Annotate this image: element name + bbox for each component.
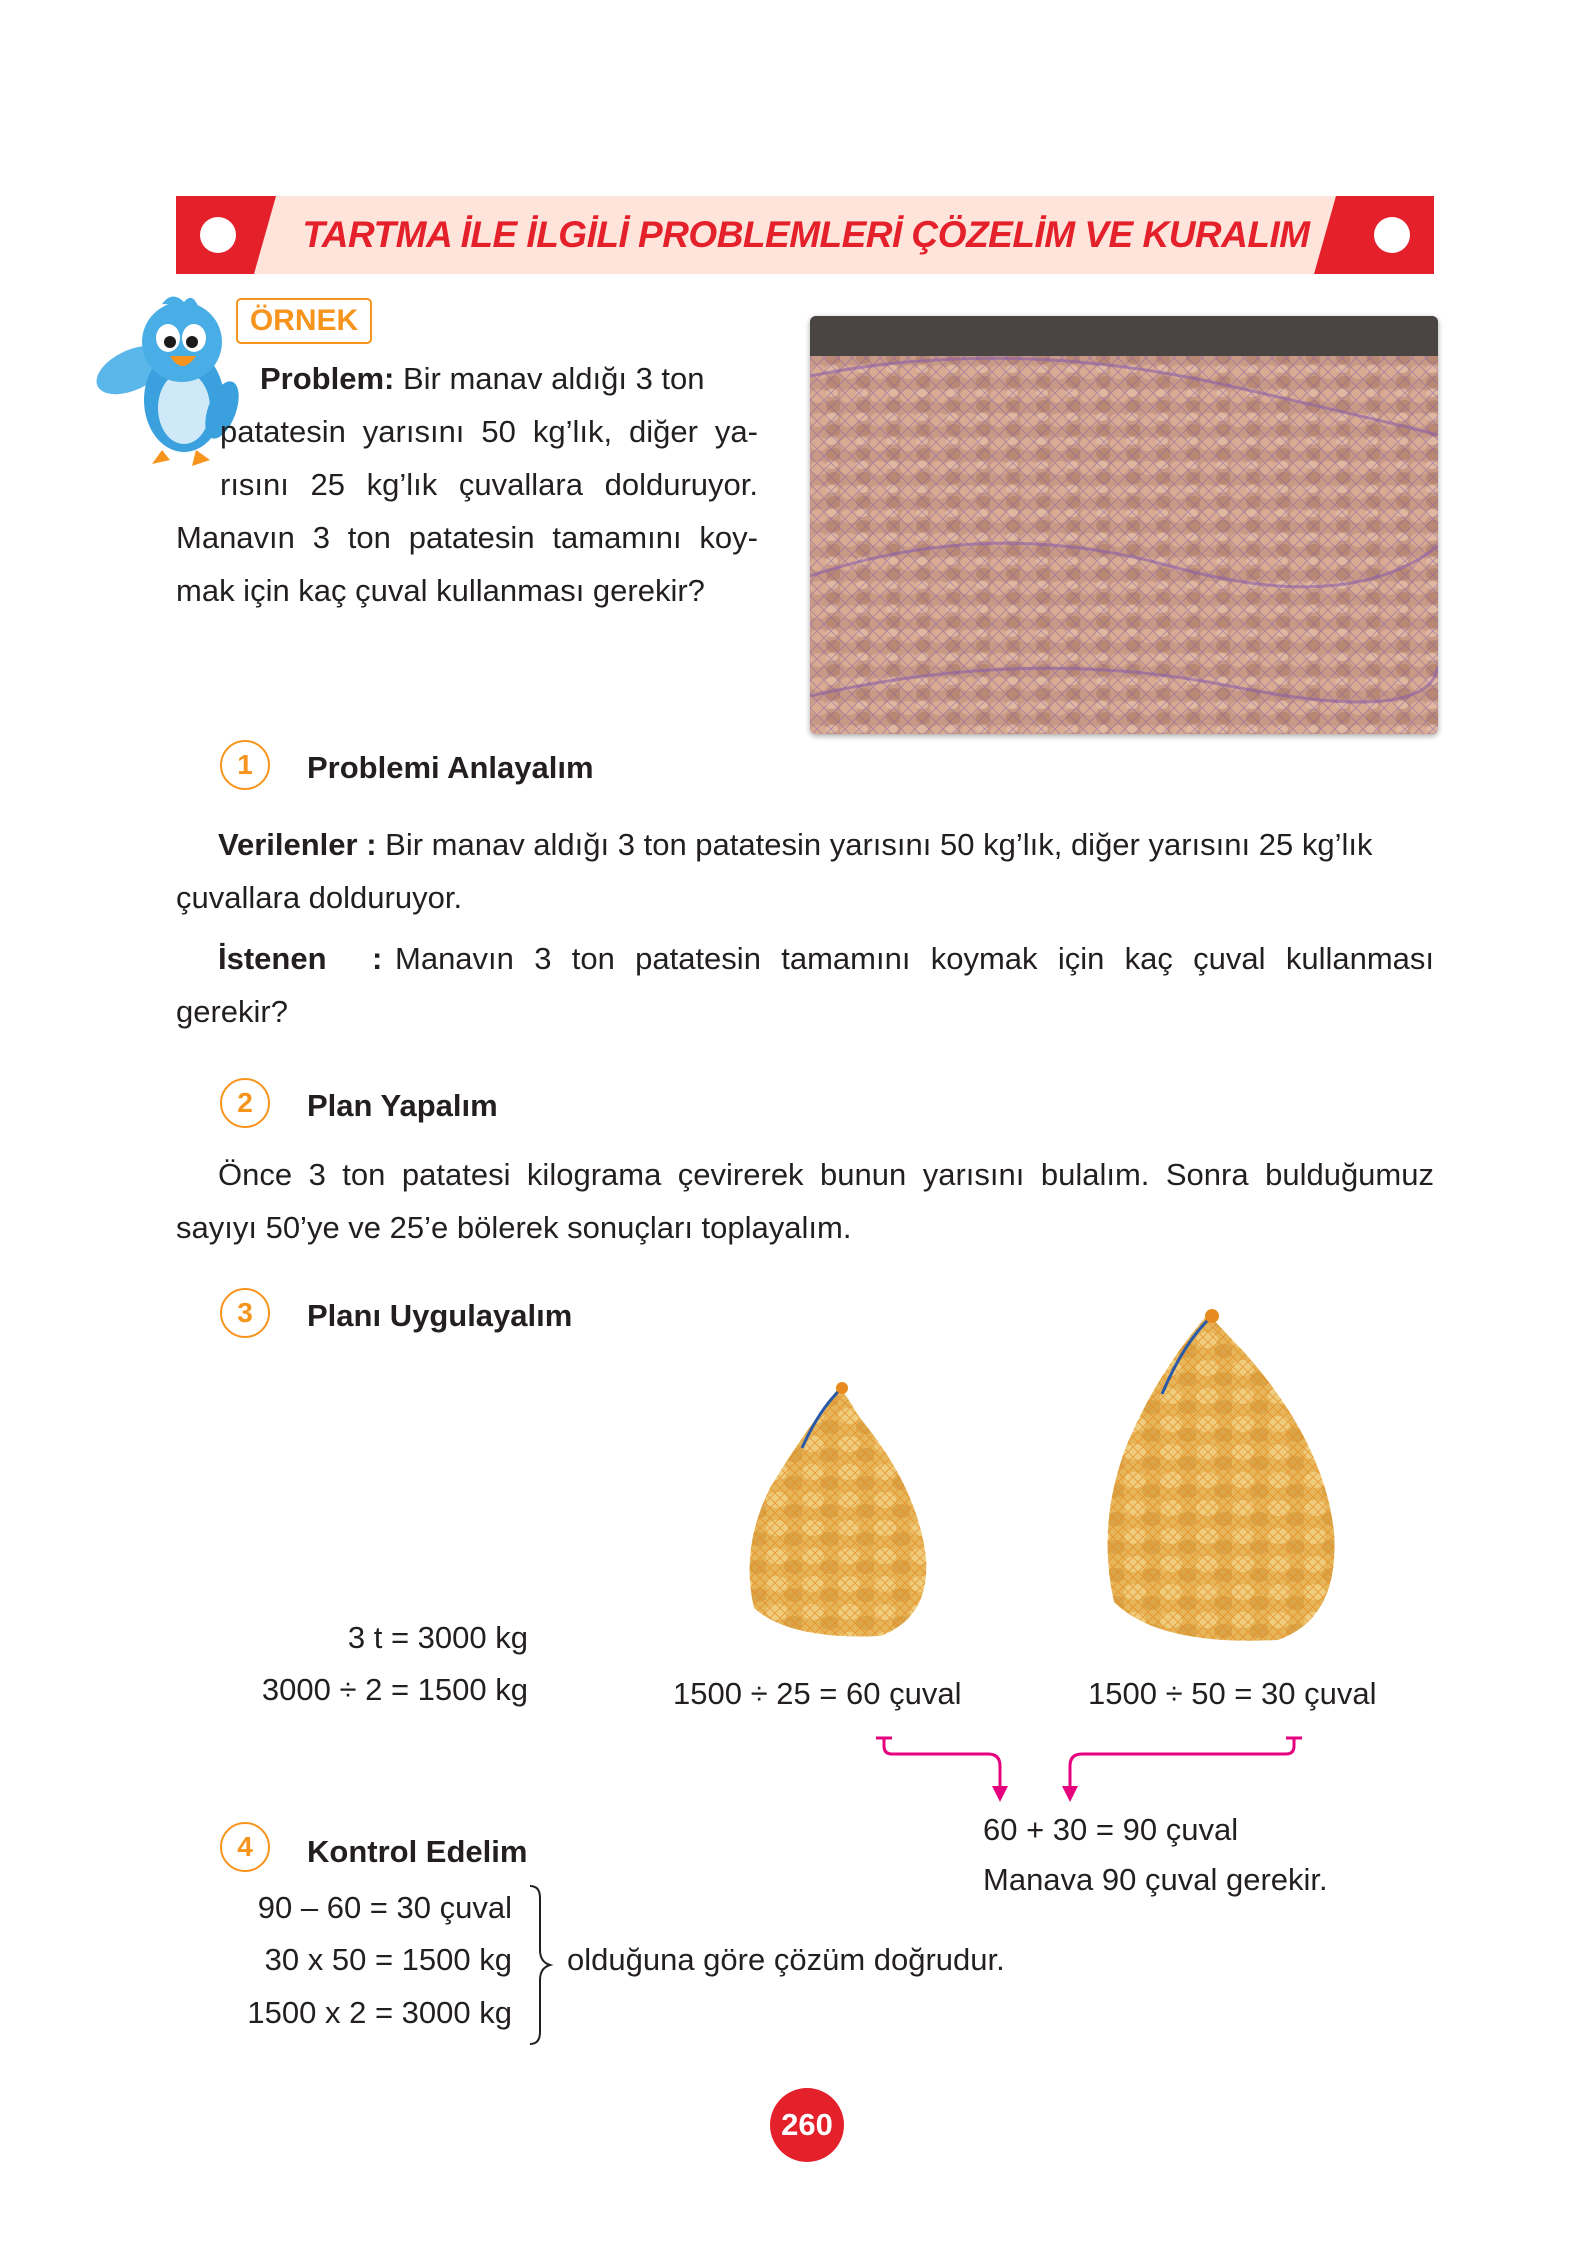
asked-line-1: Manavın 3 ton patatesin tamamını koymak için kaç çuval kullanması: [395, 941, 1434, 976]
curly-brace: [526, 1884, 556, 2046]
example-label: ÖRNEK: [236, 298, 372, 344]
potato-sacks-photo: [810, 316, 1438, 734]
sum-equation: 60 + 30 = 90 çuval: [983, 1812, 1239, 1847]
check-conclusion: olduğuna göre çözüm doğrudur.: [567, 1942, 1005, 1977]
asked-label: İstenen: [218, 941, 327, 976]
header-banner: [176, 196, 1434, 274]
given-block: [176, 818, 1434, 926]
section-3-number: 3: [220, 1288, 270, 1338]
plan-line-1: Önce 3 ton patatesi kilograma çevirerek bunun yarısını bulalım. Sonra bulduğumuz: [218, 1157, 1434, 1192]
result-text: Manava 90 çuval gerekir.: [983, 1862, 1328, 1897]
problem-line-1: Bir manav aldığı 3 ton: [394, 361, 705, 396]
page-number: 260: [770, 2088, 844, 2162]
division-by-25: 1500 ÷ 25 = 60 çuval: [673, 1676, 962, 1711]
small-potato-sack-image: [730, 1378, 940, 1658]
section-2-number: 2: [220, 1078, 270, 1128]
asked-colon: :: [372, 941, 383, 976]
page-title: TARTMA İLE İLGİLİ PROBLEMLERİ ÇÖZELİM VE KURALIM: [302, 214, 1310, 255]
section-3-title: Planı Uygulayalım: [307, 1298, 573, 1333]
given-line-2: çuvallara dolduruyor.: [176, 880, 463, 915]
problem-text: [176, 352, 758, 622]
apply-eq-2: 3000 ÷ 2 = 1500 kg: [261, 1672, 528, 1707]
asked-line-2: gerekir?: [176, 994, 288, 1029]
plan-block: [176, 1148, 1434, 1256]
banner-left-dot: [200, 217, 236, 253]
section-1-number: 1: [220, 740, 270, 790]
check-eq-1: 90 – 60 = 30 çuval: [257, 1890, 512, 1925]
check-eq-3: 1500 x 2 = 3000 kg: [247, 1995, 512, 2030]
apply-eq-1: 3 t = 3000 kg: [347, 1620, 528, 1655]
problem-line-2: patatesin yarısını 50 kg’lık, diğer ya-: [220, 414, 758, 449]
section-4-title: Kontrol Edelim: [307, 1834, 528, 1869]
problem-label: Problem:: [260, 361, 395, 396]
problem-line-4: Manavın 3 ton patatesin tamamını koy-: [176, 520, 758, 555]
section-2-title: Plan Yapalım: [307, 1088, 498, 1123]
sum-arrows: [860, 1730, 1320, 1810]
plan-line-2: sayıyı 50’ye ve 25’e bölerek sonuçları toplayalım.: [176, 1210, 852, 1245]
problem-line-5: mak için kaç çuval kullanması gerekir?: [176, 573, 705, 608]
large-potato-sack-image: [1088, 1302, 1348, 1662]
check-eq-2: 30 x 50 = 1500 kg: [264, 1942, 512, 1977]
section-1-title: Problemi Anlayalım: [307, 750, 594, 785]
given-label: Verilenler :: [218, 827, 377, 862]
given-line-1: Bir manav aldığı 3 ton patatesin yarısını 50 kg’lık, diğer yarısını 25 kg’lık: [376, 827, 1373, 862]
asked-block: [176, 932, 1434, 1040]
division-by-50: 1500 ÷ 50 = 30 çuval: [1088, 1676, 1377, 1711]
banner-right-dot: [1374, 217, 1410, 253]
problem-line-3: rısını 25 kg’lık çuvallara dolduruyor.: [220, 467, 758, 502]
section-4-number: 4: [220, 1822, 270, 1872]
